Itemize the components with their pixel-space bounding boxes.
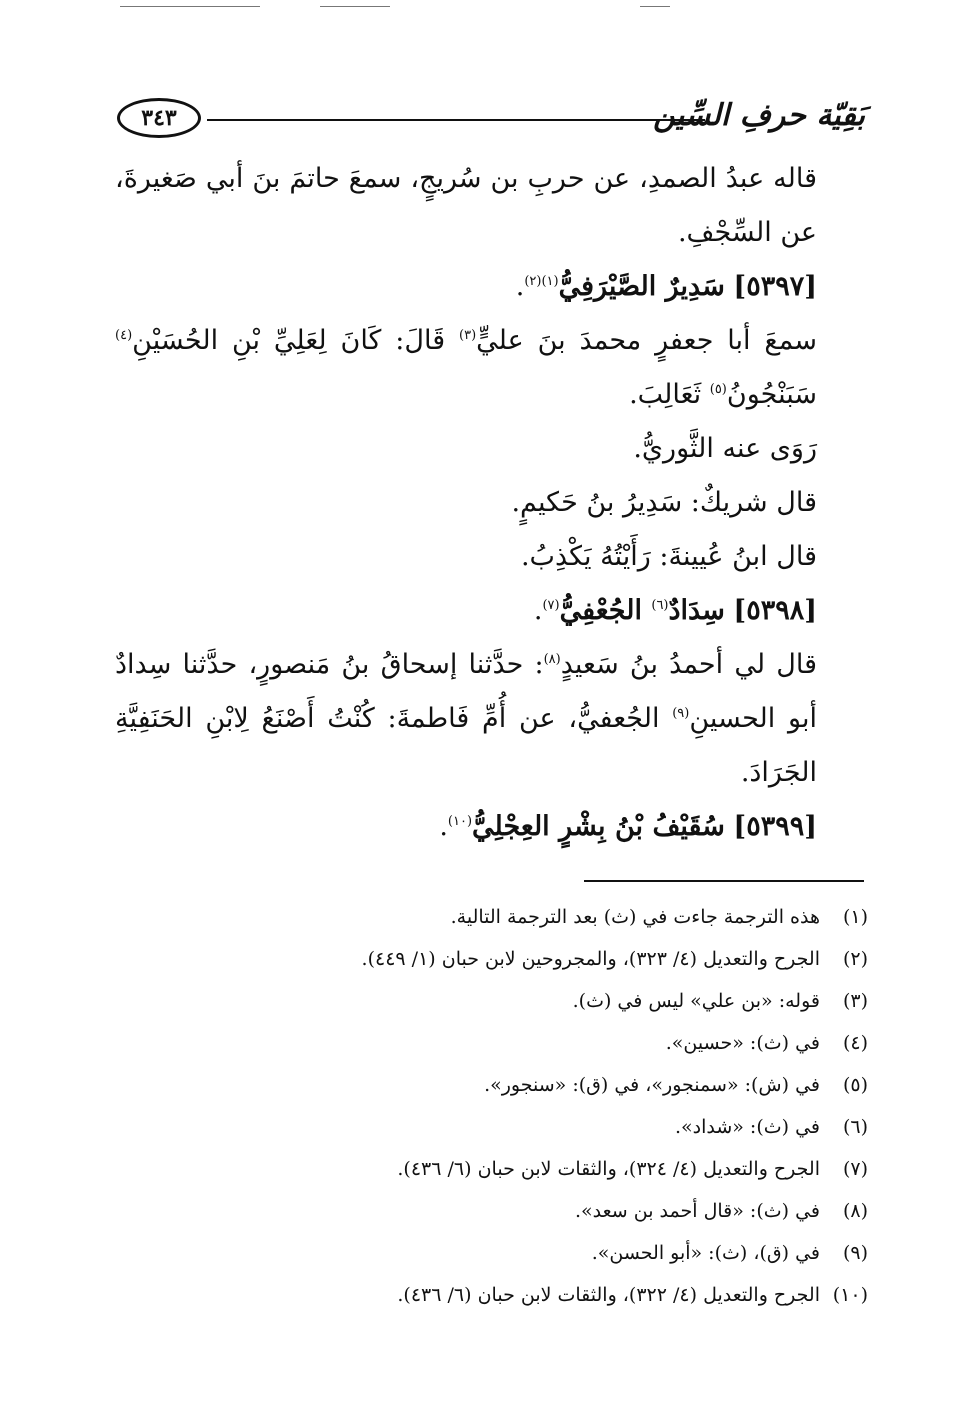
entry-heading-5399: [٥٣٩٩] سُقَيْفُ بْنُ بِشْرٍ العِجْلِيُّ$^{(١٠)}$.	[439, 811, 817, 842]
entry-name: سِدَادٌ	[668, 595, 725, 626]
footnote-ref[interactable]: (٦)	[651, 598, 669, 613]
entry-name: سُقَيْفُ بْنُ بِشْرٍ العِجْلِيُّ	[472, 811, 725, 842]
footnote	[200, 1190, 868, 1232]
footnote-ref[interactable]: (٩)	[672, 706, 690, 721]
footnote-text: هذه الترجمة جاءت في (ث) بعد الترجمة التالية.	[450, 906, 820, 928]
paragraph: قاله عبدُ الصمدِ، عن حربِ بن سُريجٍ، سمعَ حاتمَ بنَ أبي صَغيرةَ، عن السِّجْفِ.	[115, 163, 817, 248]
footnote-number: (٢)	[842, 948, 868, 970]
running-title: بَقِيّة حرفِ السِّين	[653, 98, 865, 133]
paragraph: قال ابنُ عُيينةَ: رَأَيْتُهُ يَكْذِبُ.	[520, 541, 817, 572]
page-number-badge	[117, 98, 201, 138]
footnote-number: (١)	[842, 906, 868, 928]
footnote	[200, 1106, 868, 1148]
footnote-ref[interactable]: (٨)	[543, 652, 561, 667]
footnote-ref[interactable]: (٣)	[459, 328, 477, 343]
footnote	[200, 938, 868, 980]
page-header	[117, 98, 865, 144]
paragraph: قال شريكٌ: سَدِيرُ بنُ حَكيمٍ.	[511, 487, 817, 518]
footnote-ref[interactable]: (٥)	[709, 382, 727, 397]
footnote-text: في (ق)، (ث): «أبو الحسن».	[591, 1242, 820, 1264]
footnote-text: الجرح والتعديل (٤/ ٣٢٣)، والمجروحين لابن حبان (١/ ٤٤٩).	[361, 948, 820, 970]
footnote-text: الجرح والتعديل (٤/ ٣٢٤)، والثقات لابن حبان (٦/ ٤٣٦).	[397, 1158, 820, 1180]
footnote	[200, 1064, 868, 1106]
footnote-separator	[584, 880, 864, 882]
paragraph: رَوَى عنه الثَّوريُّ.	[633, 433, 817, 464]
entry-heading-5398: [٥٣٩٨] سِدَادٌ$^{(٦)}$ الجُعْفِيُّ$^{(٧)}$.	[533, 595, 817, 626]
header-rule	[207, 119, 705, 121]
footnote	[200, 1022, 868, 1064]
footnote-number: (١٠)	[832, 1284, 868, 1306]
entry-number: [٥٣٩٧]	[733, 271, 817, 302]
entry-name: سَدِيرٌ الصَّيْرَفِيُّ	[558, 271, 725, 302]
entry-heading-5397: [٥٣٩٧] سَدِيرٌ الصَّيْرَفِيُّ$^{(١)(٢)}$.	[515, 271, 817, 302]
footnote-number: (٣)	[842, 990, 868, 1012]
footnote-ref[interactable]: (١)(٢)	[524, 274, 559, 289]
footnote	[200, 1148, 868, 1190]
page-number: ٣٤٣	[141, 105, 177, 131]
footnote-ref[interactable]: (٤)	[115, 328, 133, 343]
footnote	[200, 896, 868, 938]
footnote-text: الجرح والتعديل (٤/ ٣٢٢)، والثقات لابن حبان (٦/ ٤٣٦).	[397, 1284, 820, 1306]
entry-number: [٥٣٩٩]	[733, 811, 817, 842]
paragraph: سمعَ أبا جعفرٍ محمدَ بنَ عليٍّ$^{(٣)}$ قَالَ: كَانَ لِعَلِيِّ بْنِ الحُسَيْنِ$^{(٤)}$ سَبَنْجُونُ$^{(٥)}$ ثَعَالِبَ.	[115, 325, 818, 410]
footnote	[200, 980, 868, 1022]
footnote-number: (٨)	[842, 1200, 868, 1222]
footnote-text: في (ث): «شداد».	[674, 1116, 820, 1138]
footnote-number: (٧)	[842, 1158, 868, 1180]
footnote-ref[interactable]: (٧)	[542, 598, 560, 613]
footnote-text: في (ث): «حسين».	[665, 1032, 820, 1054]
entry-number: [٥٣٩٨]	[733, 595, 817, 626]
footnote-text: في (ش): «سمنجور»، في (ق): «سنجور».	[484, 1074, 820, 1096]
paragraph: قال لي أحمدُ بنُ سَعيدٍ$^{(٨)}$: حدَّثنا إسحاقُ بنُ مَنصورٍ، حدَّثنا سِدادٌ أبو الحسينِ$^{(٩)}$ الجُعفيُّ، عن أُمِّ فَاطمةَ: كُنْتُ أَصْنَعُ لِابْنِ الحَنَفِيَّةِ الجَرَادَ.	[115, 649, 817, 788]
footnotes	[200, 896, 868, 1316]
entry-name-nisba: الجُعْفِيُّ	[559, 595, 652, 626]
main-text	[115, 152, 867, 854]
footnote	[200, 1232, 868, 1274]
footnote	[200, 1274, 868, 1316]
footnote-number: (٩)	[842, 1242, 868, 1264]
footnote-number: (٥)	[842, 1074, 868, 1096]
footnote-text: في (ث): «قال أحمد بن سعد».	[575, 1200, 820, 1222]
scan-edge-marks	[120, 6, 840, 8]
footnote-text: قوله: «بن علي» ليس في (ث).	[572, 990, 820, 1012]
footnote-ref[interactable]: (١٠)	[447, 814, 473, 829]
footnote-number: (٦)	[842, 1116, 868, 1138]
footnote-number: (٤)	[842, 1032, 868, 1054]
